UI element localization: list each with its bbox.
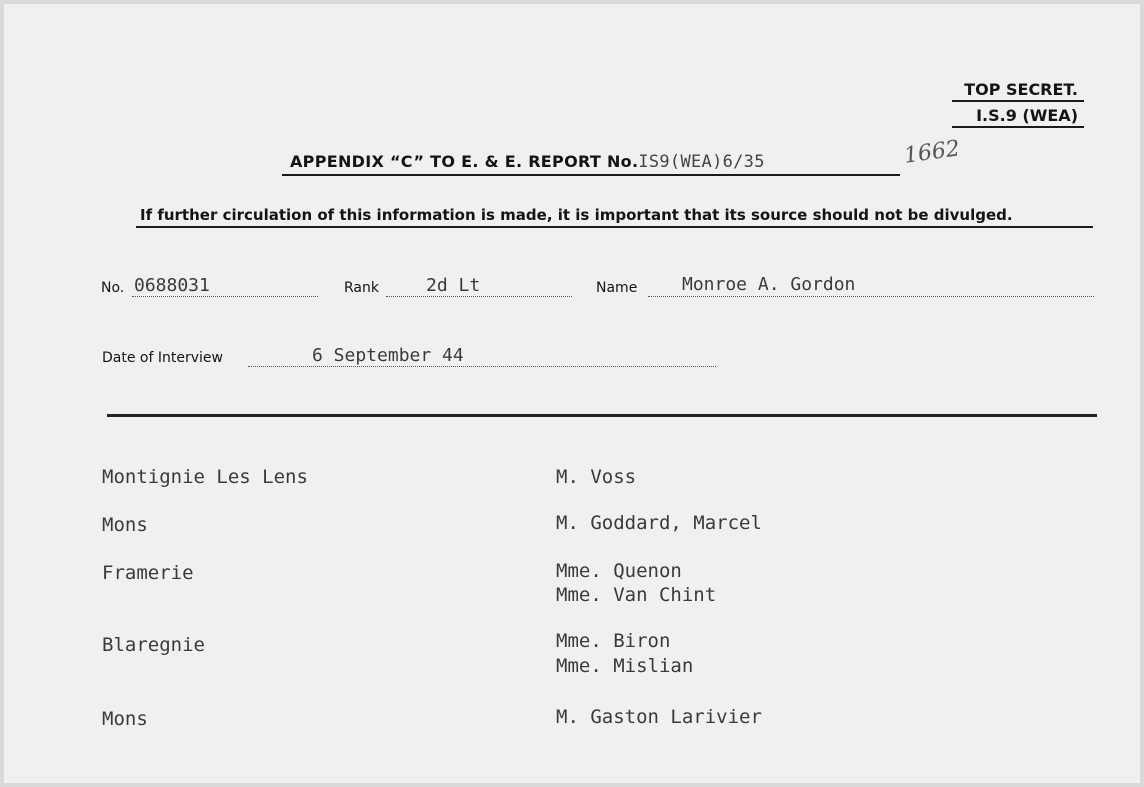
office-underline (952, 126, 1084, 128)
helper-place: Montignie Les Lens (102, 466, 308, 488)
helper-place: Blaregnie (102, 634, 205, 656)
number-dotted-line (132, 296, 318, 297)
circulation-warning: If further circulation of this information is made, it is important that its source should not be divulged. (140, 206, 1013, 224)
helper-place: Mons (102, 514, 148, 536)
helper-name: Mme. Van Chint (556, 584, 717, 606)
appendix-title-prefix: APPENDIX “C” TO E. & E. REPORT No. (290, 152, 639, 171)
handwritten-number: 1662 (902, 136, 962, 169)
interview-date: 6 September 44 (312, 345, 464, 366)
section-divider (107, 414, 1097, 417)
rank-value: 2d Lt (426, 275, 481, 296)
classification-underline (952, 100, 1084, 102)
helper-place: Framerie (102, 562, 194, 584)
service-number: 0688031 (134, 275, 210, 296)
report-number: IS9(WEA)6/35 (638, 152, 765, 172)
document-sheet (4, 4, 1140, 783)
office-label: I.S.9 (WEA) (976, 106, 1078, 125)
number-label: No. (101, 280, 125, 296)
helper-name: Mme. Biron (556, 630, 671, 652)
helper-name: Mme. Mislian (556, 655, 694, 677)
helper-name: M. Voss (556, 466, 637, 488)
date-dotted-line (248, 366, 716, 367)
helper-name: M. Goddard, Marcel (556, 512, 762, 534)
rank-dotted-line (386, 296, 572, 297)
rank-label: Rank (344, 280, 379, 296)
name-dotted-line (648, 296, 1094, 297)
warning-underline (136, 226, 1093, 228)
date-label: Date of Interview (102, 350, 223, 366)
helper-place: Mons (102, 708, 148, 730)
helper-name: M. Gaston Larivier (556, 706, 762, 728)
name-value: Monroe A. Gordon (682, 274, 856, 295)
appendix-title (290, 152, 765, 172)
helper-name: Mme. Quenon (556, 560, 682, 582)
classification-label: TOP SECRET. (964, 80, 1078, 99)
name-label: Name (596, 280, 638, 296)
title-underline (282, 174, 900, 176)
